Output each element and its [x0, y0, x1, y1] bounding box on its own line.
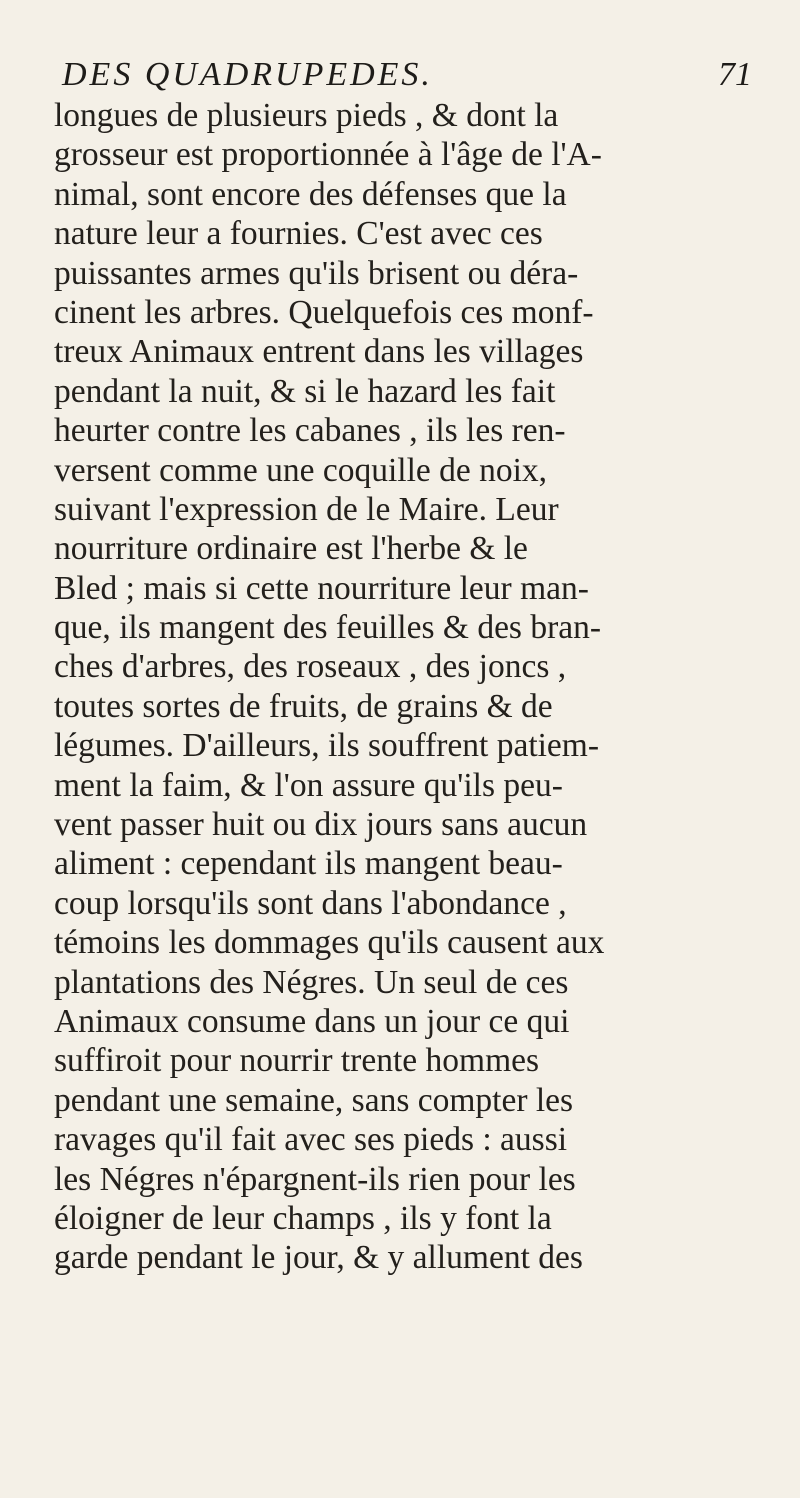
text-line: vent passer huit ou dix jours sans aucun [54, 806, 588, 844]
page-header [62, 52, 752, 98]
text-line: Bled ; mais si cette nourriture leur man- [54, 569, 589, 607]
text-line: puissantes armes qu'ils brisent ou déra- [54, 254, 579, 292]
text-line: longues de plusieurs pieds , & dont la [54, 97, 559, 134]
text-line: plantations des Négres. Un seul de ces [54, 963, 569, 1001]
text-line: ravages qu'il fait avec ses pieds : aussi [54, 1121, 568, 1159]
body-text [54, 96, 754, 1278]
text-line: les Négres n'épargnent-ils rien pour les [54, 1160, 576, 1198]
text-line: cinent les arbres. Quelquefois ces monf- [54, 293, 594, 331]
text-line: témoins les dommages qu'ils causent aux [54, 924, 605, 962]
text-line: grosseur est proportionnée à l'âge de l'A- [54, 136, 602, 174]
text-line: pendant la nuit, & si le hazard les fait [54, 372, 556, 410]
text-line: Animaux consume dans un jour ce qui [54, 1002, 570, 1040]
text-line: nimal, sont encore des défenses que la [54, 175, 567, 213]
page-number: 71 [718, 56, 752, 93]
text-line: toutes sortes de fruits, de grains & de [54, 687, 553, 725]
text-line: garde pendant le jour, & y allument des [54, 1239, 583, 1277]
running-title: DES QUADRUPEDES. [62, 56, 433, 93]
text-line: suffiroit pour nourrir trente hommes [54, 1042, 540, 1080]
text-line: éloigner de leur champs , ils y font la [54, 1199, 552, 1237]
text-line: nature leur a fournies. C'est avec ces [54, 215, 543, 253]
text-line: que, ils mangent des feuilles & des bran- [54, 609, 602, 647]
text-line: suivant l'expression de le Maire. Leur [54, 490, 559, 528]
text-line: ches d'arbres, des roseaux , des joncs , [54, 648, 567, 686]
text-line: ment la faim, & l'on assure qu'ils peu- [54, 766, 563, 804]
text-line: aliment : cependant ils mangent beau- [54, 845, 563, 883]
text-line: pendant une semaine, sans compter les [54, 1081, 574, 1119]
text-line: nourriture ordinaire est l'herbe & le [54, 530, 528, 568]
text-line: treux Animaux entrent dans les villages [54, 333, 584, 371]
text-line: heurter contre les cabanes , ils les ren- [54, 412, 566, 450]
text-line: versent comme une coquille de noix, [54, 451, 548, 489]
text-line: coup lorsqu'ils sont dans l'abondance , [54, 884, 567, 922]
text-line: légumes. D'ailleurs, ils souffrent patiem- [54, 727, 600, 765]
